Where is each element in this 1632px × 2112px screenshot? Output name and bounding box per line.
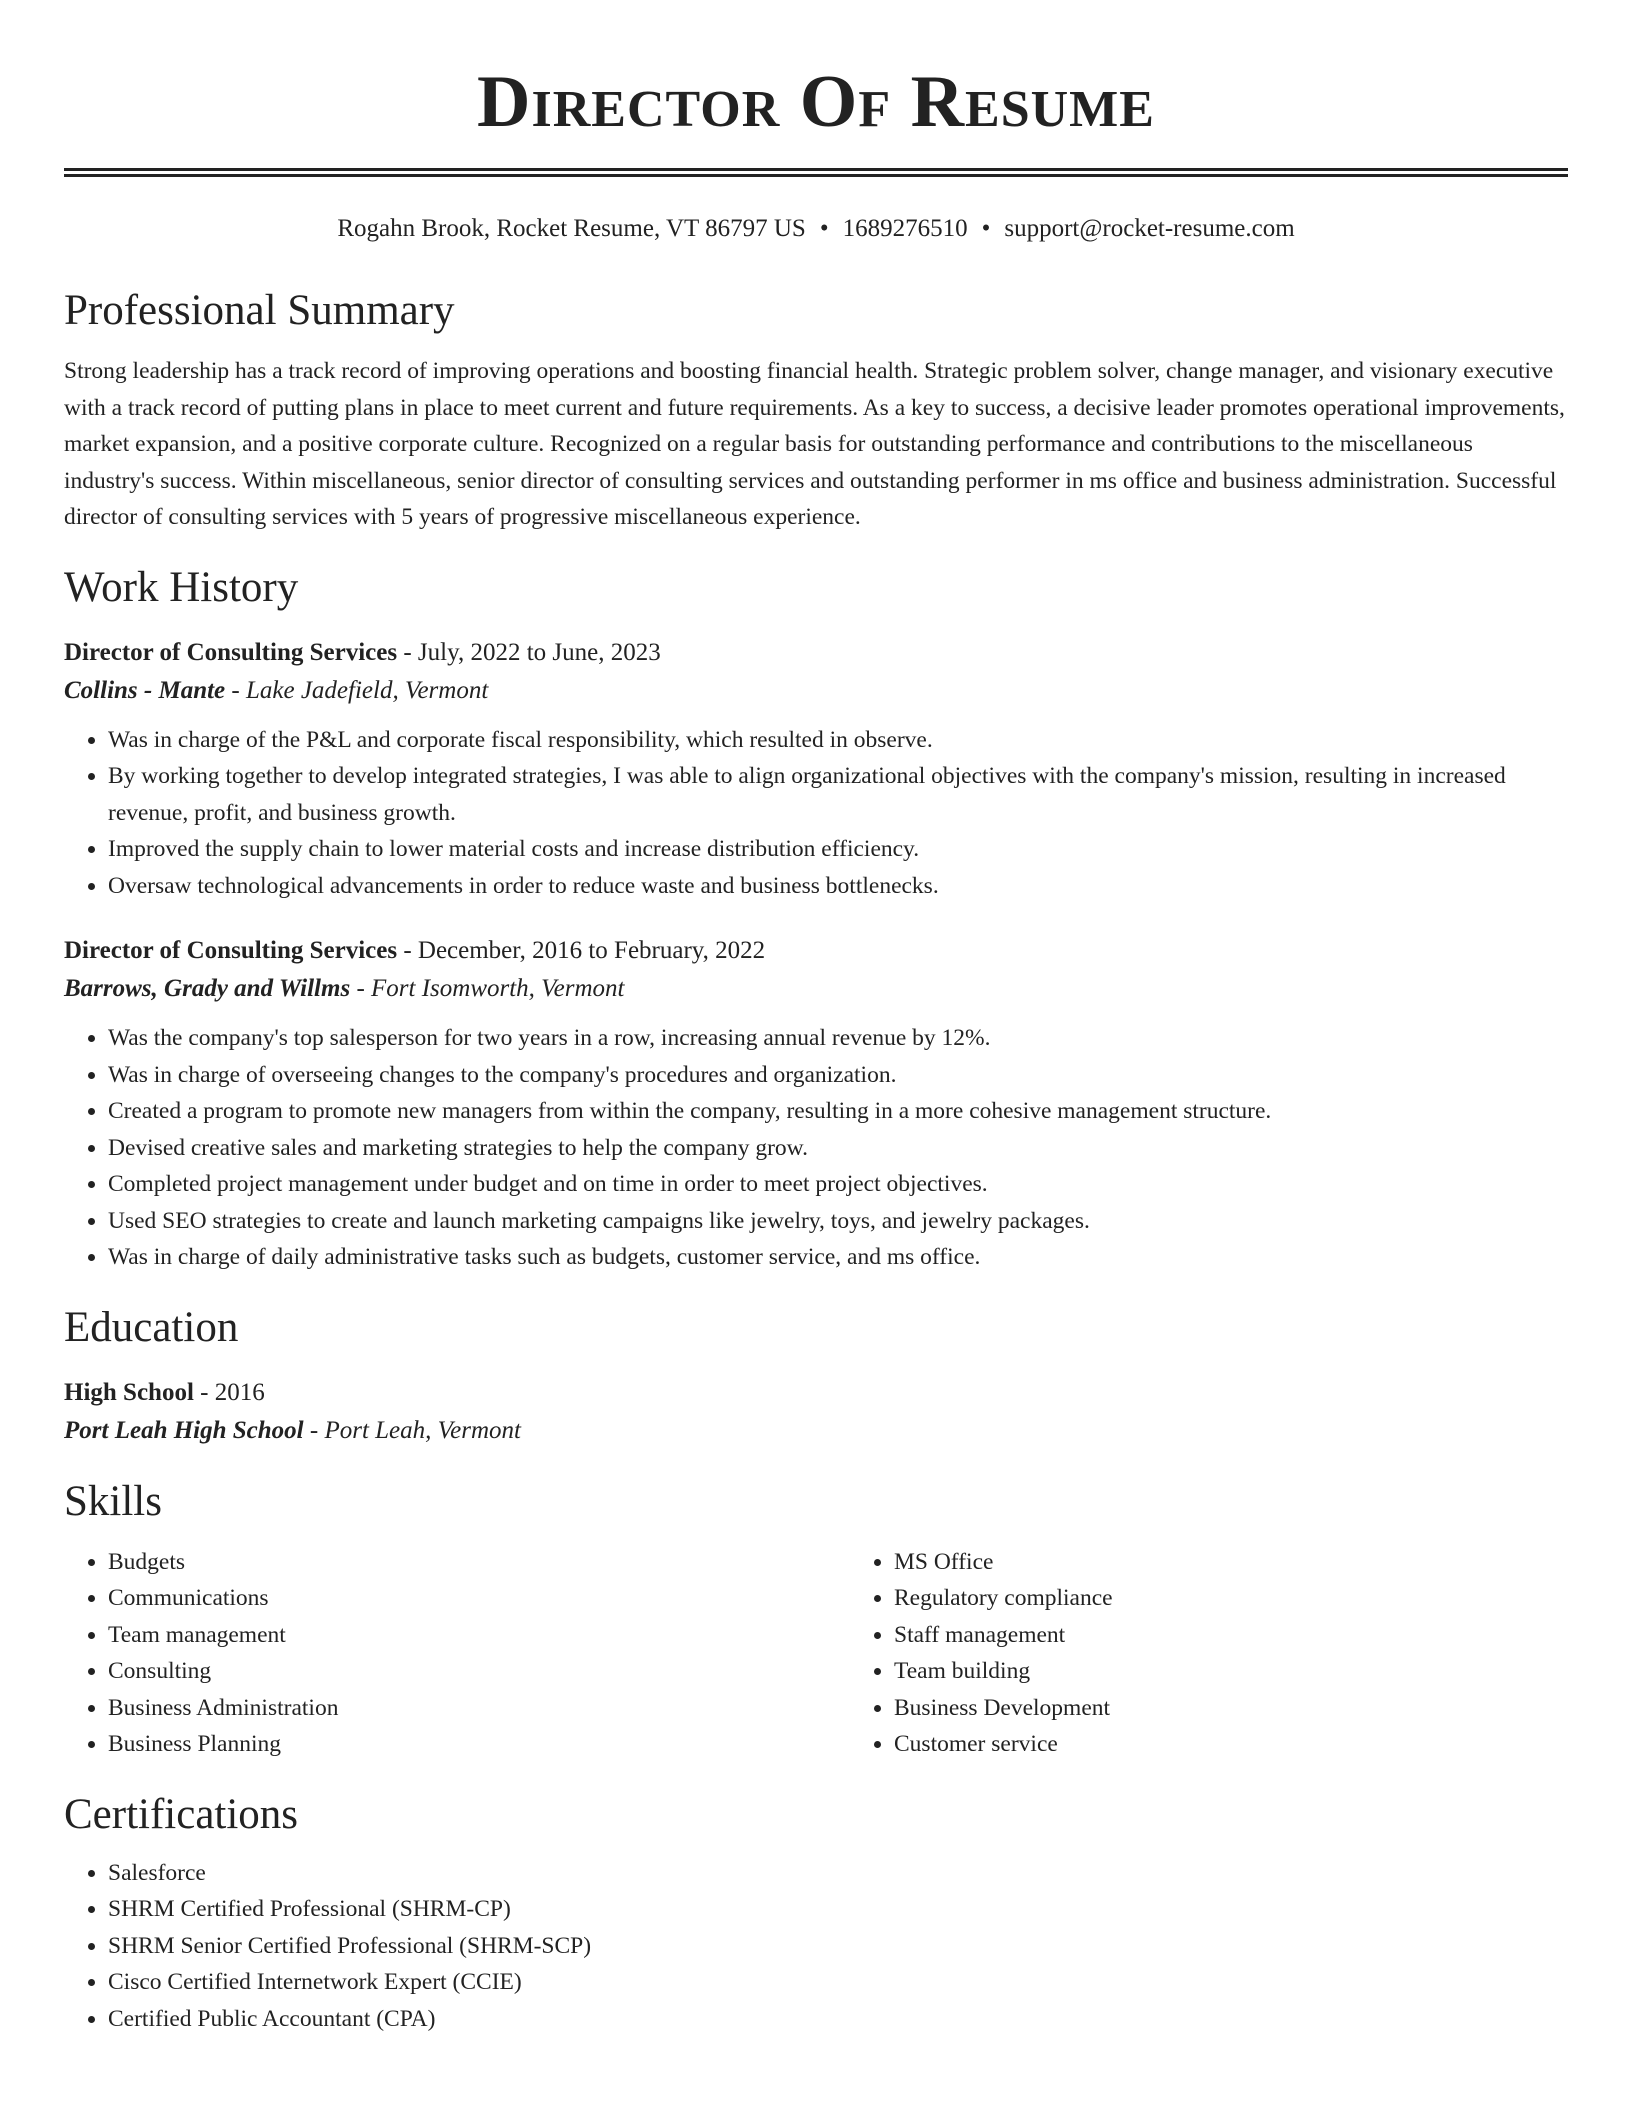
job-title: Director of Consulting Services — [64, 638, 398, 666]
contact-phone: 1689276510 — [842, 215, 968, 242]
job-bullet: • Created a program to promote new managers from within the company, resulting in a more cohesive management structure. — [108, 1093, 1568, 1130]
certification-item: • Certified Public Accountant (CPA) — [108, 2001, 1568, 2038]
job-bullet: • By working together to develop integrated strategies, I was able to align organizational objectives with the company's mission, resulting in increased revenue, profit, and business growth. — [108, 758, 1568, 831]
job-company-line — [64, 970, 1568, 1008]
job-bullet: • Was in charge of the P&L and corporate fiscal responsibility, which resulted in observe. — [108, 722, 1568, 759]
work-history-heading: Work History — [64, 563, 299, 611]
education-location: - Port Leah, Vermont — [303, 1416, 521, 1444]
skill-item: • Staff management — [894, 1617, 1568, 1654]
education-heading: Education — [64, 1303, 239, 1351]
education-degree: High School — [64, 1378, 194, 1406]
job-bullet: • Was the company's top salesperson for two years in a row, increasing annual revenue by 12%. — [108, 1020, 1568, 1057]
skill-item: • Consulting — [108, 1653, 850, 1690]
skill-item: • Regulatory compliance — [894, 1580, 1568, 1617]
title-divider — [64, 168, 1568, 177]
job-bullet: • Was in charge of overseeing changes to the company's procedures and organization. — [108, 1057, 1568, 1094]
certification-item: • Cisco Certified Internetwork Expert (CCIE) — [108, 1964, 1568, 2001]
contact-separator: • — [819, 215, 829, 242]
job-bullet: • Oversaw technological advancements in order to reduce waste and business bottlenecks. — [108, 868, 1568, 905]
skills-columns — [64, 1544, 1568, 1763]
skill-item: • MS Office — [894, 1544, 1568, 1581]
contact-address: Rogahn Brook, Rocket Resume, VT 86797 US — [337, 215, 806, 242]
education-year: - 2016 — [193, 1378, 265, 1406]
certification-item: • Salesforce — [108, 1855, 1568, 1892]
certifications-list — [64, 1855, 1568, 2038]
contact-email: support@rocket-resume.com — [1004, 215, 1295, 242]
summary-text: Strong leadership has a track record of improving operations and boosting financial health. Strategic problem solver, change manager, and visionary executive with a track record of putting plans in place to meet current and future requirements. As a key to success, a decisive leader promotes operational improvements, market expansion, and a positive corporate culture. Recognized on a regular basis for outstanding performance and contributions to the miscellaneous industry's success. Within miscellaneous, senior director of consulting services and outstanding performer in ms office and business administration. Successful director of consulting services with 5 years of progressive miscellaneous experience. — [64, 358, 1565, 530]
skill-item: • Business Development — [894, 1690, 1568, 1727]
education-entry — [64, 1374, 1568, 1450]
job-bullet: • Used SEO strategies to create and launch marketing campaigns like jewelry, toys, and jewelry packages. — [108, 1203, 1568, 1240]
contact-line — [64, 213, 1568, 245]
certifications-heading: Certifications — [64, 1790, 299, 1838]
job-company: Collins - Mante — [64, 676, 226, 704]
job-bullet-list — [64, 1020, 1568, 1276]
summary-heading: Professional Summary — [64, 287, 455, 334]
job-title: Director of Consulting Services — [64, 937, 398, 964]
skill-item: • Team building — [894, 1653, 1568, 1690]
job-bullet-list — [64, 722, 1568, 905]
job-title-line — [64, 634, 1568, 672]
job-entry — [64, 634, 1568, 905]
certification-item: • SHRM Senior Certified Professional (SHRM-SCP) — [108, 1928, 1568, 1965]
job-entry — [64, 932, 1568, 1276]
job-bullet: • Improved the supply chain to lower material costs and increase distribution efficiency. — [108, 831, 1568, 868]
skills-heading: Skills — [64, 1477, 162, 1525]
job-company-line — [64, 672, 1568, 710]
contact-separator: • — [981, 215, 991, 242]
certification-item: • SHRM Certified Professional (SHRM-CP) — [108, 1891, 1568, 1928]
skill-item: • Business Administration — [108, 1690, 850, 1727]
job-bullet: • Was in charge of daily administrative tasks such as budgets, customer service, and ms office. — [108, 1239, 1568, 1276]
skill-item: • Business Planning — [108, 1726, 850, 1763]
education-school: Port Leah High School — [64, 1416, 304, 1444]
skill-item: • Team management — [108, 1617, 850, 1654]
skills-list-right — [850, 1544, 1568, 1763]
job-company: Barrows, Grady and Willms — [64, 975, 351, 1002]
job-bullet: • Devised creative sales and marketing strategies to help the company grow. — [108, 1130, 1568, 1167]
skills-list-left — [64, 1544, 850, 1763]
skill-item: • Customer service — [894, 1726, 1568, 1763]
job-title-line — [64, 932, 1568, 970]
skill-item: • Budgets — [108, 1544, 850, 1581]
job-location: - Fort Isomworth, Vermont — [350, 975, 625, 1002]
job-location: - Lake Jadefield, Vermont — [225, 676, 489, 704]
education-degree-line — [64, 1374, 1568, 1412]
skill-item: • Communications — [108, 1580, 850, 1617]
job-dates: - July, 2022 to June, 2023 — [397, 638, 661, 666]
resume-title: Director Of Resume — [477, 61, 1155, 143]
job-dates: - December, 2016 to February, 2022 — [397, 937, 766, 964]
education-school-line — [64, 1412, 1568, 1450]
job-bullet: • Completed project management under budget and on time in order to meet project objectives. — [108, 1166, 1568, 1203]
